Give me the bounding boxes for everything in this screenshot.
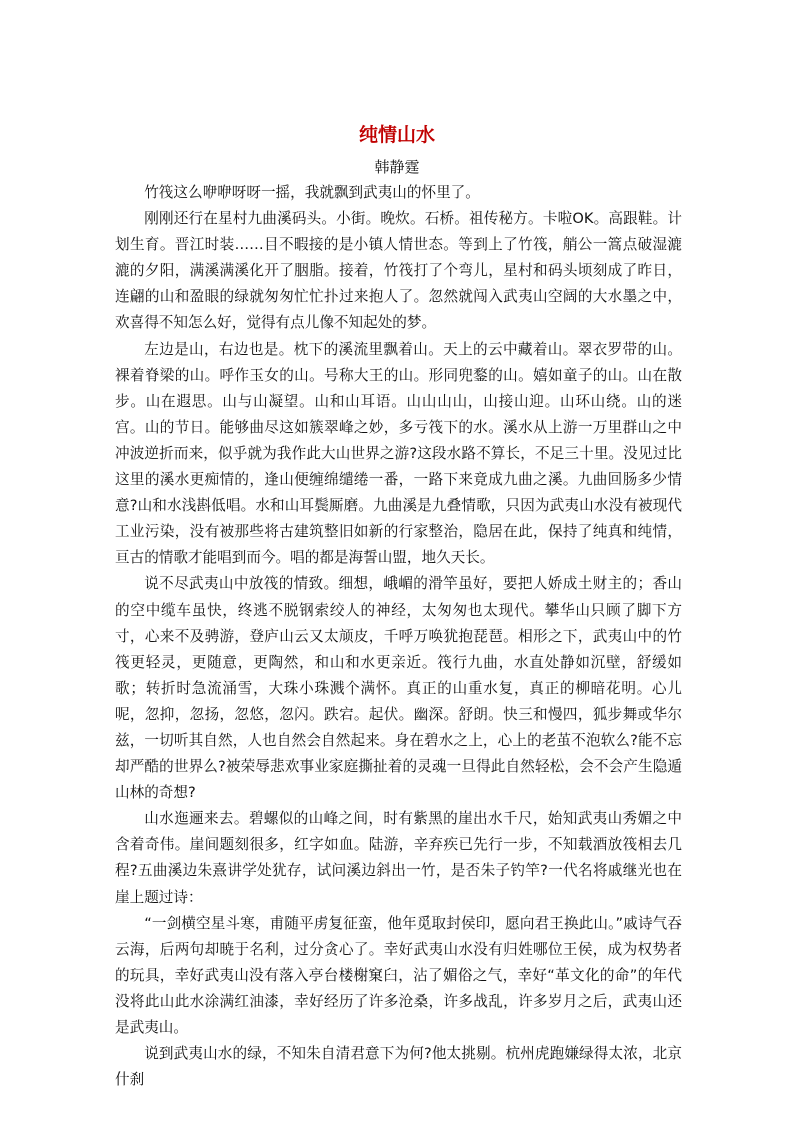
paragraph: 说不尽武夷山中放筏的情致。细想，峨嵋的滑竿虽好，要把人娇成土财主的；香山的空中缆车虽快，终逃不脱钢索绞人的神经，太匆匆也太现代。攀华山只顾了脚下方寸，心来不及骋游，登庐山云又太颃皮，千呼万唤犹抱琵琶。相形之下，武夷山中的竹筏更轻灵，更随意，更陶然，和山和水更亲近。筏行九曲，水直处静如沉壁，舒缓如歌；转折时急流涌雪，大珠小珠溅个满怀。真正的山重水复，真正的柳暗花明。心儿呢，忽抑，忽扬，忽悠，忽闪。跌宕。起伏。幽深。舒朗。快三和慢四，狐步舞或华尔兹，一切听其自然，人也自然会自然起来。身在碧水之上，心上的老茧不泡软么?能不忘却严酷的世界么?被荣辱悲欢事业家庭撕扯着的灵魂一旦得此自然轻松，会不会产生隐遁山林的奇想?	[115, 575, 682, 802]
paragraph: 竹筏这么咿咿呀呀一摇，我就飘到武夷山的怀里了。	[144, 184, 480, 201]
paragraph: 山水迤逦来去。碧螺似的山峰之间，时有紫黑的崖出水千尺，始知武夷山秀媚之中含着奇伟。崖间题刻很多，红字如血。陆游，辛弃疾已先行一步，不知载酒放筏相去几程?五曲溪边朱熹讲学处犹存，试问溪边斜出一竹，是否朱子钓竿?一代名将戚继光也在崖上题过诗：	[115, 810, 682, 906]
paragraph: 刚刚还行在星村九曲溪码头。小街。晚炊。石桥。祖传秘方。卡啦OK。高跟鞋。计划生育。晋江时装……目不暇接的是小镇人情世态。等到上了竹筏，艄公一篙点破湿漉漉的夕阳，满溪满溪化开了胭脂。接着，竹筏打了个弯儿，星村和码头顷刻成了昨日，连翩的山和盈眼的绿就匆匆忙忙扑过来抱人了。忽然就闯入武夷山空阔的大水墨之中，欢喜得不知怎么好，觉得有点儿像不知起处的梦。	[115, 210, 682, 332]
paragraph: 左边是山，右边也是。枕下的溪流里飘着山。天上的云中藏着山。翠衣罗带的山。裸着脊梁的山。呼作玉女的山。号称大王的山。形同兜鍪的山。嬉如童子的山。山在散步。山在遐思。山与山凝望。山和山耳语。山山山山，山接山迎。山环山绕。山的迷宫。山的节日。能够曲尽这如簇翠峰之妙，多亏筏下的水。溪水从上游一万里群山之中冲波逆折而来，似乎就为我作此大山世界之游?这段水路不算长，不足三十里。没见过比这里的溪水更痴情的，逢山便缠绵缱绻一番，一路下来竟成九曲之溪。九曲回肠多少情意?山和水浅斟低唱。水和山耳鬓厮磨。九曲溪是九叠情歌，只因为武夷山水没有被现代工业污染，没有被那些将古建筑整旧如新的行家整治，隐居在此，保持了纯真和纯情，亘古的情歌才能唱到而今。唱的都是海誓山盟，地久天长。	[115, 340, 682, 567]
article-body	[115, 180, 682, 1093]
article-author: 韩静霆	[374, 158, 420, 176]
paragraph: 说到武夷山水的绿，不知朱自清君意下为何?他太挑剔。杭州虎跑嫌绿得太浓，北京什刹	[115, 1045, 682, 1089]
paragraph: “一剑横空星斗寒，甫随平虏复征蛮，他年觅取封侯印，愿向君王换此山。”戚诗气吞云海，后两句却暁于名利，过分贪心了。幸好武夷山水没有归姓哪位王侯，成为权势者的玩具，幸好武夷山没有落入亭台楼榭窠臼，沾了媚俗之气，幸好“革文化的命”的年代没将此山此水涂满红油漆，幸好经历了许多沧桑，许多战乱，许多岁月之后，武夷山还是武夷山。	[115, 914, 682, 1036]
article-title: 纯情山水	[358, 124, 435, 146]
